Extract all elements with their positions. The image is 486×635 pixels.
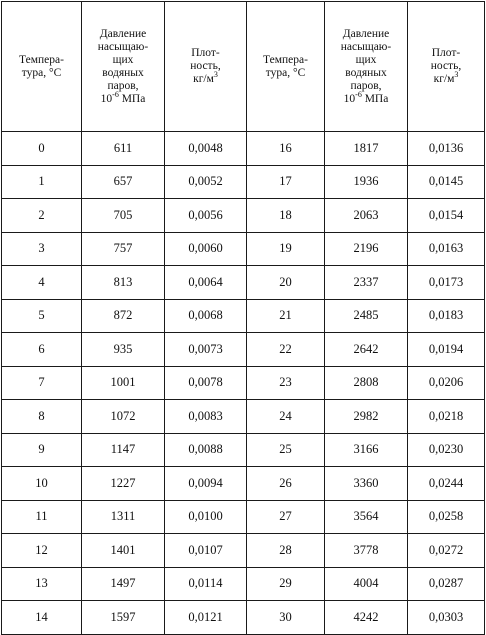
header-pressure-unit-exp: -6 bbox=[112, 89, 119, 99]
temperature-cell-2: 26 bbox=[247, 467, 325, 501]
density-cell: 0,0048 bbox=[165, 132, 247, 166]
temperature-cell: 14 bbox=[2, 601, 82, 635]
header-density bbox=[165, 2, 247, 132]
pressure-cell-2: 2982 bbox=[325, 400, 408, 434]
pressure-cell: 1227 bbox=[82, 467, 165, 501]
table-row bbox=[2, 400, 485, 434]
temperature-cell: 2 bbox=[2, 199, 82, 233]
pressure-cell: 657 bbox=[82, 165, 165, 199]
header-density-2-unit: кг/м bbox=[433, 73, 455, 85]
density-cell: 0,0064 bbox=[165, 266, 247, 300]
table-row bbox=[2, 567, 485, 601]
pressure-cell: 1597 bbox=[82, 601, 165, 635]
pressure-cell-2: 2808 bbox=[325, 366, 408, 400]
header-density-2 bbox=[408, 2, 485, 132]
pressure-cell-2: 4242 bbox=[325, 601, 408, 635]
pressure-cell-2: 2337 bbox=[325, 266, 408, 300]
header-pressure-text: Давление насыщаю- щих водяных паров, bbox=[97, 27, 149, 92]
pressure-cell-2: 3166 bbox=[325, 433, 408, 467]
table-row bbox=[2, 165, 485, 199]
density-cell-2: 0,0303 bbox=[408, 601, 485, 635]
pressure-cell: 757 bbox=[82, 232, 165, 266]
pressure-cell-2: 2642 bbox=[325, 333, 408, 367]
density-cell: 0,0121 bbox=[165, 601, 247, 635]
density-cell-2: 0,0173 bbox=[408, 266, 485, 300]
temperature-cell-2: 23 bbox=[247, 366, 325, 400]
header-pressure-2-unit-base: 10 bbox=[343, 92, 356, 105]
density-cell: 0,0094 bbox=[165, 467, 247, 501]
header-pressure-unit-name: МПа bbox=[118, 92, 146, 105]
temperature-cell: 3 bbox=[2, 232, 82, 266]
header-row bbox=[2, 2, 485, 132]
density-cell-2: 0,0287 bbox=[408, 567, 485, 601]
density-cell: 0,0100 bbox=[165, 500, 247, 534]
temperature-cell-2: 20 bbox=[247, 266, 325, 300]
header-density-unit-exp: 3 bbox=[213, 70, 218, 80]
header-temperature-2 bbox=[247, 2, 325, 132]
pressure-cell-2: 1936 bbox=[325, 165, 408, 199]
header-density-2-line1: Плот- bbox=[431, 47, 461, 59]
density-cell: 0,0056 bbox=[165, 199, 247, 233]
header-pressure-unit-base: 10 bbox=[100, 92, 113, 105]
density-cell-2: 0,0154 bbox=[408, 199, 485, 233]
pressure-cell-2: 4004 bbox=[325, 567, 408, 601]
temperature-cell: 5 bbox=[2, 299, 82, 333]
pressure-cell-2: 2196 bbox=[325, 232, 408, 266]
temperature-cell: 13 bbox=[2, 567, 82, 601]
header-density-line1: Плот- bbox=[191, 47, 220, 59]
table-row bbox=[2, 333, 485, 367]
density-cell-2: 0,0163 bbox=[408, 232, 485, 266]
temperature-cell-2: 25 bbox=[247, 433, 325, 467]
density-cell-2: 0,0230 bbox=[408, 433, 485, 467]
density-cell: 0,0088 bbox=[165, 433, 247, 467]
pressure-cell: 1311 bbox=[82, 500, 165, 534]
temperature-cell: 6 bbox=[2, 333, 82, 367]
pressure-cell: 1497 bbox=[82, 567, 165, 601]
density-cell-2: 0,0244 bbox=[408, 467, 485, 501]
temperature-cell: 9 bbox=[2, 433, 82, 467]
pressure-cell: 1072 bbox=[82, 400, 165, 434]
temperature-cell-2: 29 bbox=[247, 567, 325, 601]
table-body bbox=[2, 132, 485, 635]
header-density-unit: кг/м bbox=[193, 73, 214, 85]
header-temperature-2-line2: тура, °С bbox=[265, 66, 306, 79]
temperature-cell-2: 18 bbox=[247, 199, 325, 233]
pressure-cell: 611 bbox=[82, 132, 165, 166]
temperature-cell-2: 27 bbox=[247, 500, 325, 534]
table-row bbox=[2, 534, 485, 568]
temperature-cell: 1 bbox=[2, 165, 82, 199]
pressure-cell: 1147 bbox=[82, 433, 165, 467]
temperature-cell-2: 24 bbox=[247, 400, 325, 434]
density-cell-2: 0,0136 bbox=[408, 132, 485, 166]
pressure-cell-2: 1817 bbox=[325, 132, 408, 166]
density-cell: 0,0114 bbox=[165, 567, 247, 601]
temperature-cell: 11 bbox=[2, 500, 82, 534]
temperature-cell: 4 bbox=[2, 266, 82, 300]
pressure-cell: 872 bbox=[82, 299, 165, 333]
table-row bbox=[2, 232, 485, 266]
temperature-cell-2: 28 bbox=[247, 534, 325, 568]
density-cell: 0,0068 bbox=[165, 299, 247, 333]
table-row bbox=[2, 199, 485, 233]
header-pressure-2-unit-name: МПа bbox=[361, 92, 389, 105]
header-temperature-line2: тура, °С bbox=[21, 66, 62, 79]
density-cell: 0,0078 bbox=[165, 366, 247, 400]
header-temperature-2-line1: Темпера- bbox=[263, 53, 308, 66]
density-cell-2: 0,0183 bbox=[408, 299, 485, 333]
temperature-cell: 0 bbox=[2, 132, 82, 166]
density-cell: 0,0107 bbox=[165, 534, 247, 568]
pressure-cell: 705 bbox=[82, 199, 165, 233]
temperature-cell-2: 19 bbox=[247, 232, 325, 266]
table-row bbox=[2, 467, 485, 501]
table-row bbox=[2, 299, 485, 333]
table-row bbox=[2, 132, 485, 166]
header-pressure-2-text: Давление насыщаю- щих водяных паров, bbox=[340, 27, 392, 92]
temperature-cell-2: 17 bbox=[247, 165, 325, 199]
table-row bbox=[2, 366, 485, 400]
density-cell-2: 0,0218 bbox=[408, 400, 485, 434]
density-cell-2: 0,0145 bbox=[408, 165, 485, 199]
document-page bbox=[1, 1, 484, 624]
table-row bbox=[2, 601, 485, 635]
density-cell: 0,0083 bbox=[165, 400, 247, 434]
density-cell-2: 0,0194 bbox=[408, 333, 485, 367]
density-cell: 0,0060 bbox=[165, 232, 247, 266]
density-cell: 0,0052 bbox=[165, 165, 247, 199]
density-cell-2: 0,0206 bbox=[408, 366, 485, 400]
density-cell: 0,0073 bbox=[165, 333, 247, 367]
table-row bbox=[2, 500, 485, 534]
temperature-cell: 7 bbox=[2, 366, 82, 400]
pressure-cell-2: 3360 bbox=[325, 467, 408, 501]
temperature-cell-2: 30 bbox=[247, 601, 325, 635]
header-density-2-unit-exp: 3 bbox=[454, 70, 459, 80]
table-row bbox=[2, 266, 485, 300]
pressure-cell: 1001 bbox=[82, 366, 165, 400]
pressure-cell-2: 3778 bbox=[325, 534, 408, 568]
header-pressure bbox=[82, 2, 165, 132]
temperature-cell-2: 16 bbox=[247, 132, 325, 166]
header-temperature-line1: Темпера- bbox=[19, 53, 64, 66]
header-density-line2: ность, bbox=[190, 60, 221, 72]
density-cell-2: 0,0272 bbox=[408, 534, 485, 568]
temperature-cell: 8 bbox=[2, 400, 82, 434]
pressure-cell-2: 2485 bbox=[325, 299, 408, 333]
temperature-cell-2: 21 bbox=[247, 299, 325, 333]
header-temperature bbox=[2, 2, 82, 132]
header-pressure-2 bbox=[325, 2, 408, 132]
vapor-table bbox=[1, 1, 485, 635]
pressure-cell: 1401 bbox=[82, 534, 165, 568]
header-pressure-2-unit-exp: -6 bbox=[355, 89, 362, 99]
pressure-cell: 935 bbox=[82, 333, 165, 367]
header-density-2-line2: ность, bbox=[430, 60, 462, 72]
pressure-cell: 813 bbox=[82, 266, 165, 300]
table-row bbox=[2, 433, 485, 467]
temperature-cell: 12 bbox=[2, 534, 82, 568]
temperature-cell: 10 bbox=[2, 467, 82, 501]
temperature-cell-2: 22 bbox=[247, 333, 325, 367]
pressure-cell-2: 3564 bbox=[325, 500, 408, 534]
pressure-cell-2: 2063 bbox=[325, 199, 408, 233]
density-cell-2: 0,0258 bbox=[408, 500, 485, 534]
